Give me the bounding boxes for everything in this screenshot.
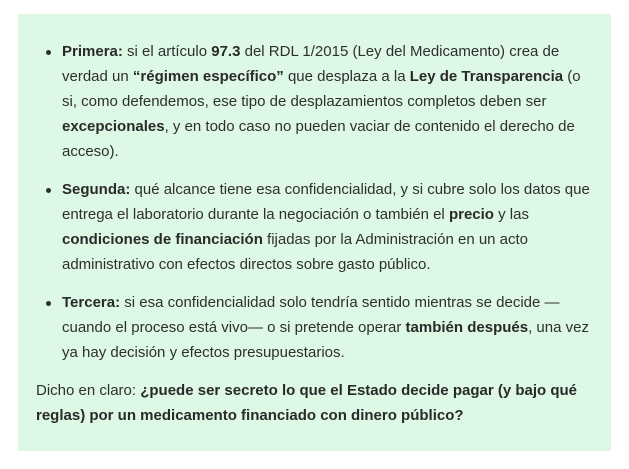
bullet-icon: [46, 188, 51, 193]
point-text: Primera: si el artículo 97.3 del RDL 1/2015 (Ley del Medicamento) crea de verdad un “régimen específico” que desplaza a la Ley de Transparencia (o si, como defendemos, ese tipo de desplazamientos completos deben ser excepcionales, y en todo caso no pueden vaciar de contenido el derecho de acceso).: [62, 43, 581, 160]
list-item: [36, 177, 593, 277]
points-list: [36, 39, 593, 365]
bullet-icon: [46, 50, 51, 55]
point-text: Tercera: si esa confidencialidad solo tendría sentido mientras se decide —cuando el proceso está vivo— o si pretende operar también después, una vez ya hay decisión y efectos presupuestarios.: [62, 294, 589, 361]
point-text: Segunda: qué alcance tiene esa confidencialidad, y si cubre solo los datos que entrega el laboratorio durante la negociación o también el precio y las condiciones de financiación fijadas por la Administración en un acto administrativo con efectos directos sobre gasto público.: [62, 181, 590, 273]
summary-panel: [18, 14, 611, 451]
closing-paragraph: [36, 378, 593, 428]
list-item: [36, 39, 593, 164]
closing-lead: Dicho en claro:: [36, 382, 141, 399]
list-item: [36, 290, 593, 365]
bullet-icon: [46, 301, 51, 306]
closing-question: ¿puede ser secreto lo que el Estado decide pagar (y bajo qué reglas) por un medicamento financiado con dinero público?: [36, 382, 578, 424]
